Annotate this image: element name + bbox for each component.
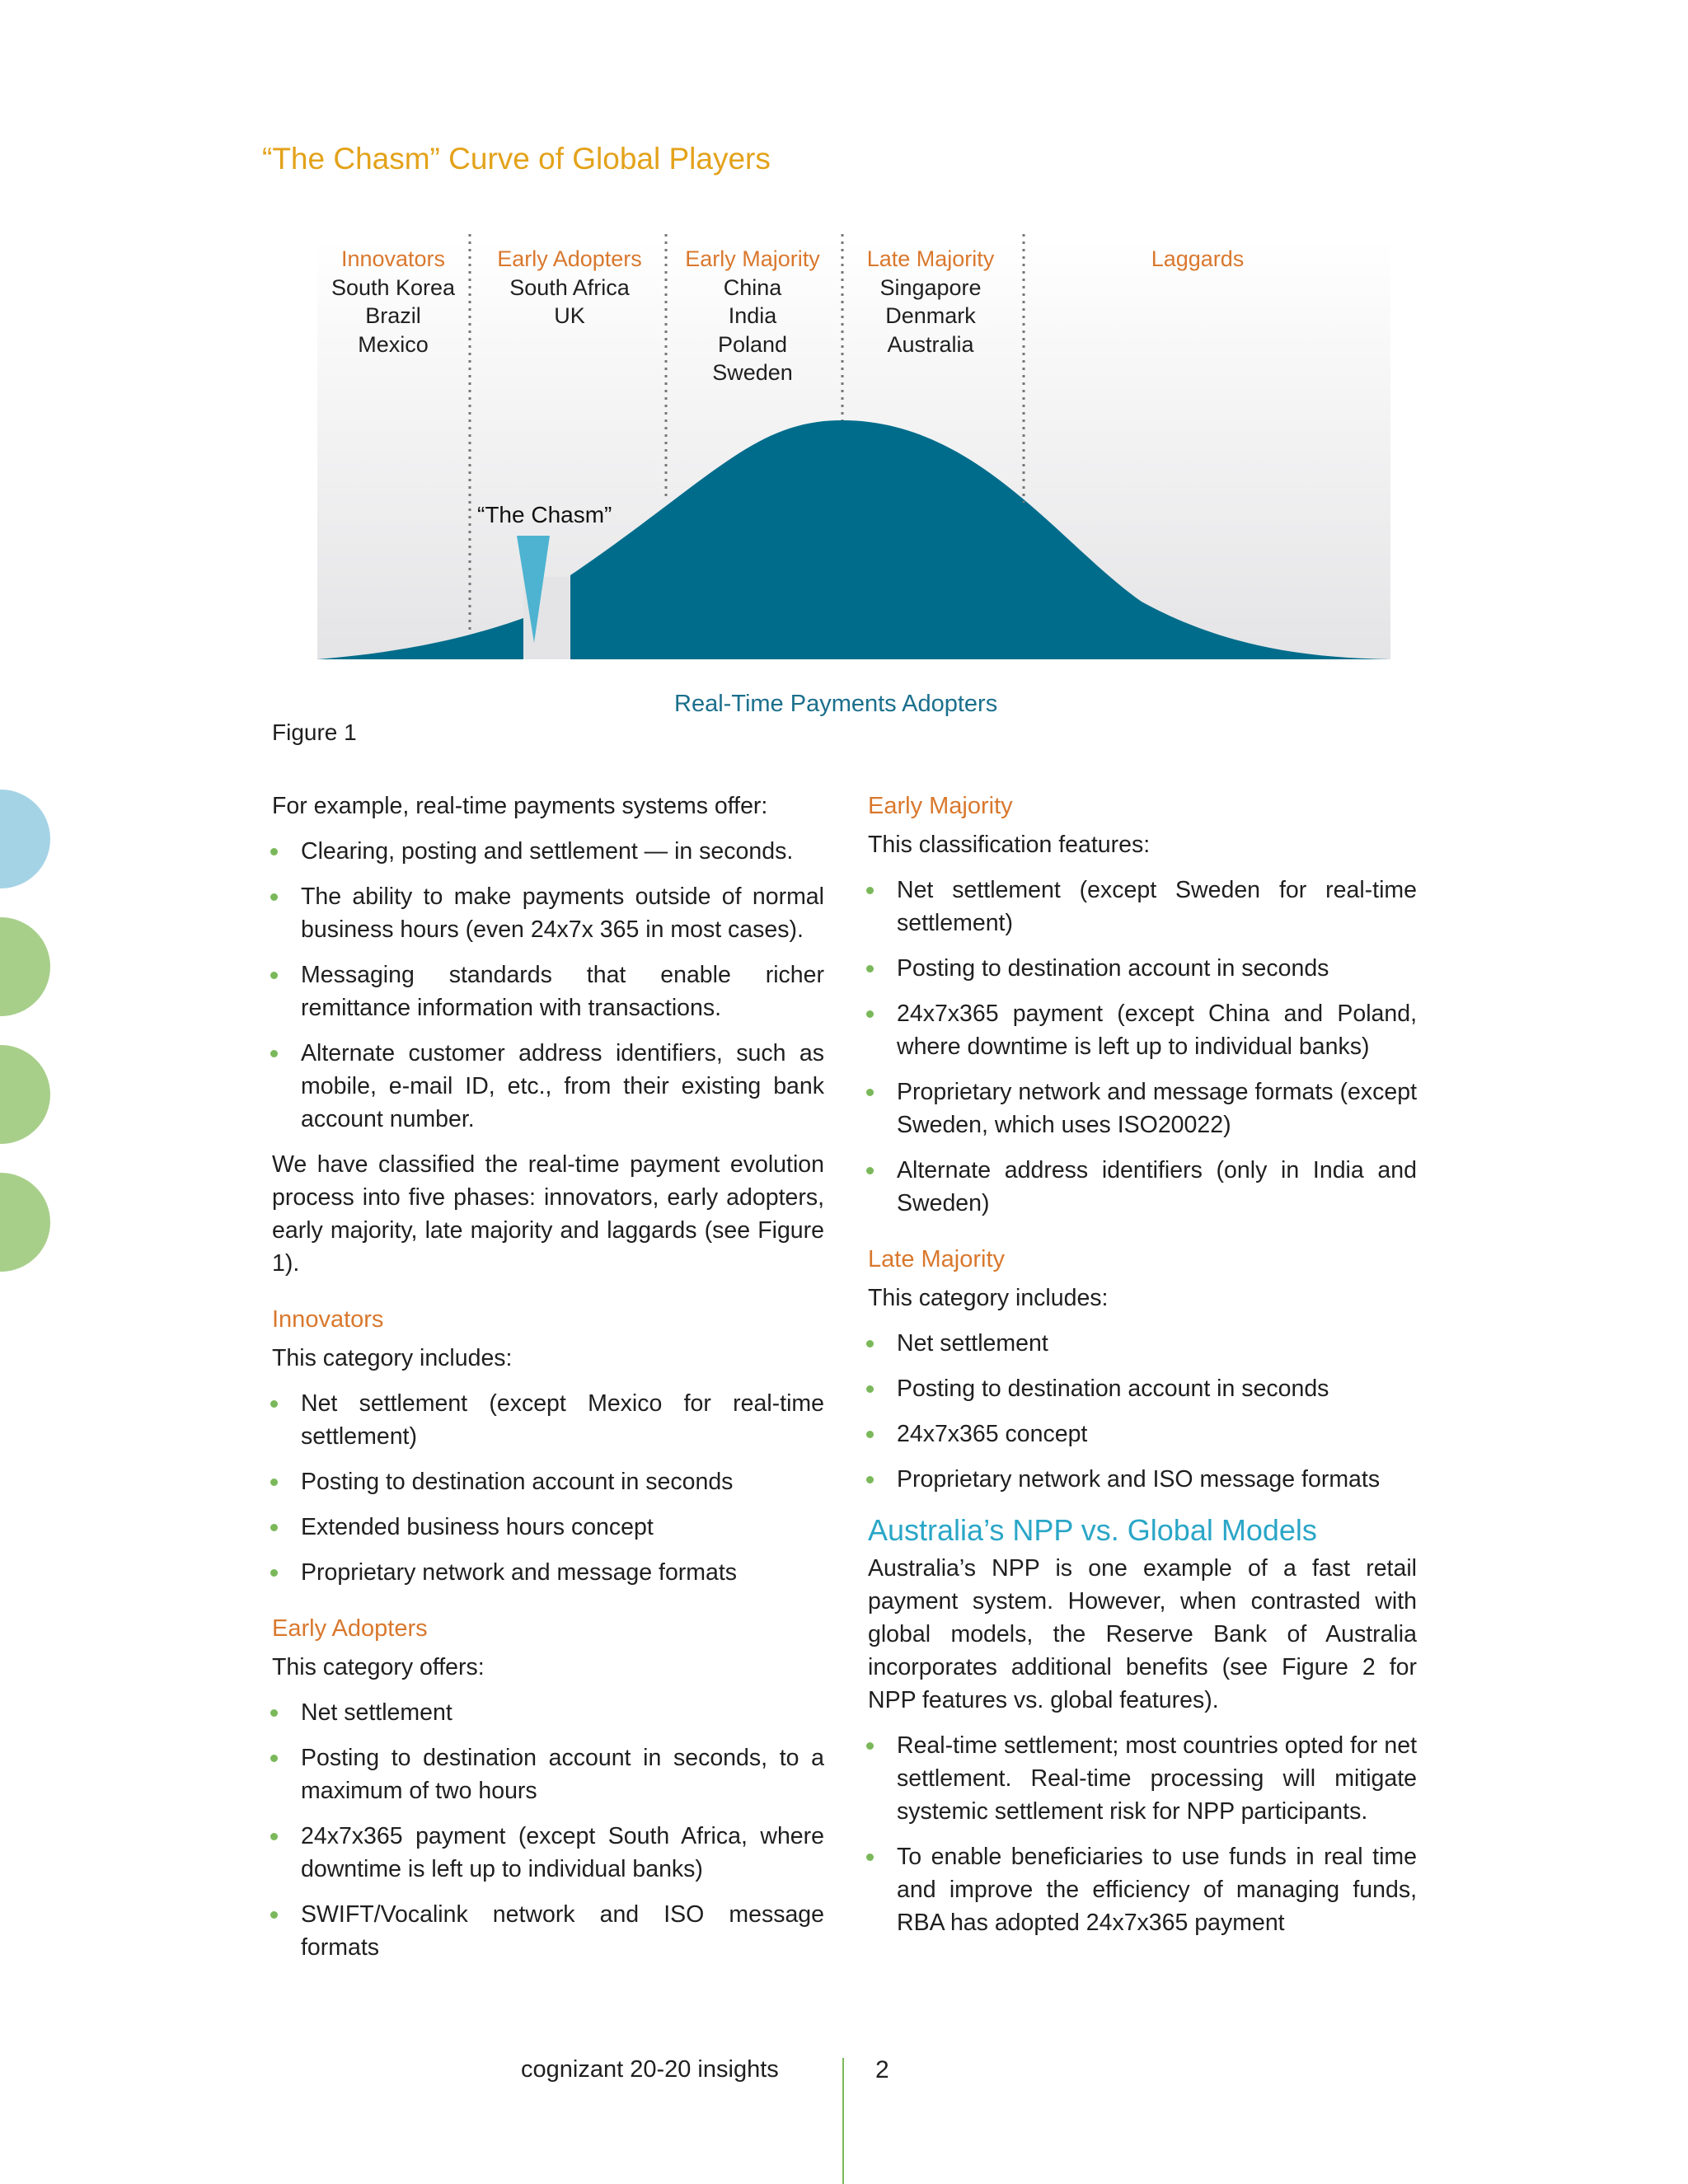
country-label: Brazil: [365, 303, 421, 328]
early-adopters-lead: This category offers:: [272, 1654, 485, 1680]
page-number: 2: [875, 2056, 889, 2083]
category-heading: Laggards: [1151, 246, 1245, 271]
bullet-item: The ability to make payments outside of normal business hours (even 24x7x 365 in most cases).: [272, 880, 824, 946]
intro-bullet-list: [272, 835, 824, 1136]
bullet-item: Extended business hours concept: [272, 1511, 824, 1544]
innovators-lead: This category includes:: [272, 1345, 513, 1371]
country-label: South Africa: [509, 274, 630, 300]
npp-paragraph: Australia’s NPP is one example of a fast retail payment system. However, when contrasted with global models, the Reserve Bank of Australia incorporates additional benefits (see Figure 2 for NPP features vs. global features).: [868, 1555, 1417, 1713]
bullet-item: Proprietary network and ISO message formats: [868, 1463, 1417, 1496]
decorative-circle-green: [0, 1045, 50, 1144]
early-adopters-bullet-list: [272, 1696, 824, 1964]
bullet-item: Net settlement (except Sweden for real-time settlement): [868, 874, 1417, 940]
npp-bullet-list: [868, 1729, 1417, 1939]
chasm-annotation: “The Chasm”: [477, 502, 612, 527]
innovators-heading: Innovators: [272, 1306, 384, 1333]
early-majority-lead: This classification features:: [868, 832, 1151, 858]
bullet-item: Net settlement (except Mexico for real-time settlement): [272, 1387, 824, 1453]
decorative-circle-green: [0, 1173, 50, 1272]
bullet-item: Posting to destination account in seconds, to a maximum of two hours: [272, 1741, 824, 1807]
category-early-majority: [662, 245, 843, 387]
left-column: [272, 790, 824, 1964]
chasm-chart: [317, 231, 1390, 659]
bullet-item: Posting to destination account in seconds: [868, 952, 1417, 985]
country-label: Singapore: [879, 274, 982, 300]
category-early-adopters: [479, 245, 660, 330]
country-label: South Korea: [331, 274, 456, 300]
category-late-majority: [840, 245, 1021, 359]
bullet-item: Posting to destination account in seconds: [272, 1465, 824, 1498]
bullet-item: Alternate address identifiers (only in India and Sweden): [868, 1154, 1417, 1220]
category-heading: Early Adopters: [497, 246, 642, 271]
bullet-item: Messaging standards that enable richer remittance information with transactions.: [272, 958, 824, 1024]
early-adopters-heading: Early Adopters: [272, 1615, 428, 1642]
bullet-item: Alternate customer address identifiers, such as mobile, e-mail ID, etc., from their existing bank account number.: [272, 1037, 824, 1136]
bullet-item: 24x7x365 concept: [868, 1418, 1417, 1451]
early-majority-bullet-list: [868, 874, 1417, 1220]
country-label: India: [728, 303, 777, 328]
bullet-item: Real-time settlement; most countries opted for net settlement. Real-time processing will mitigate systemic settlement risk for NPP participants.: [868, 1729, 1417, 1828]
figure-label: Figure 1: [272, 719, 357, 745]
footer-publication: cognizant 20-20 insights: [521, 2056, 779, 2083]
bullet-item: Net settlement: [272, 1696, 824, 1729]
country-label: Sweden: [712, 360, 793, 385]
chart-x-axis-label: Real-Time Payments Adopters: [674, 691, 998, 717]
decorative-circle-blue: [0, 790, 50, 888]
right-column: [868, 790, 1417, 1939]
country-label: Denmark: [885, 303, 976, 328]
bullet-item: To enable beneficiaries to use funds in real time and improve the efficiency of managing funds, RBA has adopted 24x7x365 payment: [868, 1840, 1417, 1939]
intro-text: For example, real-time payments systems offer:: [272, 793, 768, 819]
country-label: China: [723, 274, 782, 300]
country-label: Poland: [717, 331, 788, 357]
category-heading: Innovators: [340, 246, 446, 271]
country-label: Mexico: [358, 331, 429, 357]
early-majority-heading: Early Majority: [868, 793, 1013, 819]
footer-divider: [842, 2058, 844, 2184]
late-majority-lead: This category includes:: [868, 1285, 1109, 1311]
category-innovators: [302, 245, 484, 359]
innovators-bullet-list: [272, 1387, 824, 1589]
category-heading: Late Majority: [866, 246, 995, 271]
bullet-item: SWIFT/Vocalink network and ISO message formats: [272, 1898, 824, 1964]
late-majority-bullet-list: [868, 1327, 1417, 1496]
classification-paragraph: We have classified the real-time payment evolution process into five phases: innovators, early adopters, early majority, late majority and laggards (see Figure 1).: [272, 1151, 824, 1277]
country-label: UK: [554, 303, 585, 328]
bullet-item: Proprietary network and message formats: [272, 1556, 824, 1589]
category-laggards: [1107, 245, 1288, 274]
bullet-item: Posting to destination account in seconds: [868, 1372, 1417, 1405]
bullet-item: 24x7x365 payment (except China and Poland, where downtime is left up to individual banks): [868, 997, 1417, 1063]
bullet-item: Net settlement: [868, 1327, 1417, 1360]
country-label: Australia: [887, 331, 974, 357]
bullet-item: Clearing, posting and settlement — in seconds.: [272, 835, 824, 868]
decorative-circle-green: [0, 917, 50, 1016]
figure-title: “The Chasm” Curve of Global Players: [262, 142, 771, 176]
late-majority-heading: Late Majority: [868, 1246, 1006, 1272]
bullet-item: Proprietary network and message formats (except Sweden, which uses ISO20022): [868, 1076, 1417, 1141]
bullet-item: 24x7x365 payment (except South Africa, where downtime is left up to individual banks): [272, 1820, 824, 1886]
npp-heading: Australia’s NPP vs. Global Models: [868, 1513, 1317, 1547]
category-heading: Early Majority: [685, 246, 820, 271]
